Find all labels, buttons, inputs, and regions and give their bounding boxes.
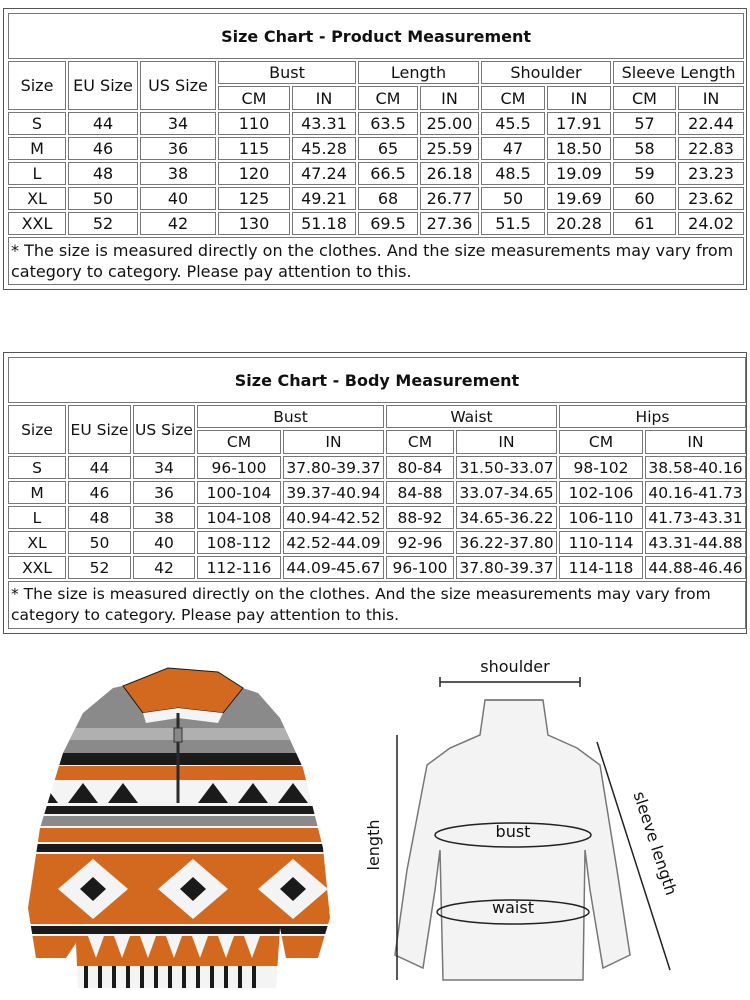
table-cell: 84-88 [386, 481, 454, 504]
unit-cm-header: CM [218, 86, 290, 110]
table-cell: 23.23 [678, 162, 744, 185]
table-cell: 112-116 [197, 556, 281, 579]
table-cell: 24.02 [678, 212, 744, 235]
table-cell: 48 [68, 162, 138, 185]
header-hips: Hips [559, 405, 746, 428]
product-measurement-table [6, 11, 746, 287]
unit-cm-header: CM [559, 430, 643, 454]
table-cell: 44.88-46.46 [645, 556, 746, 579]
unit-in-header: IN [420, 86, 479, 110]
header-eu-size: EU Size [68, 61, 138, 110]
table-cell: S [8, 112, 66, 135]
unit-in-header: IN [645, 430, 746, 454]
table-cell: 37.80-39.37 [456, 556, 557, 579]
table-cell: 120 [218, 162, 290, 185]
table-cell: 44 [68, 456, 131, 479]
table-cell: 114-118 [559, 556, 643, 579]
table-cell: 19.09 [547, 162, 611, 185]
waist-label: waist [492, 898, 534, 917]
table-cell: 44 [68, 112, 138, 135]
table-cell: 50 [68, 531, 131, 554]
table-cell: 36 [140, 137, 216, 160]
table-row [8, 112, 744, 135]
table-cell: 40.94-42.52 [283, 506, 384, 529]
unit-in-header: IN [292, 86, 356, 110]
table-cell: 36.22-37.80 [456, 531, 557, 554]
header-size: Size [8, 61, 66, 110]
table-cell: 63.5 [358, 112, 418, 135]
table-cell: 42 [140, 212, 216, 235]
table-cell: 50 [68, 187, 138, 210]
unit-cm-header: CM [386, 430, 454, 454]
table-cell: L [8, 162, 66, 185]
table-cell: 25.00 [420, 112, 479, 135]
table-row [8, 481, 746, 504]
table-cell: XXL [8, 556, 66, 579]
table-cell: 45.5 [481, 112, 545, 135]
table-cell: 47 [481, 137, 545, 160]
unit-in-header: IN [547, 86, 611, 110]
table-cell: 42 [133, 556, 195, 579]
table-cell: 26.18 [420, 162, 479, 185]
table-cell: 125 [218, 187, 290, 210]
table-cell: 20.28 [547, 212, 611, 235]
table-cell: 17.91 [547, 112, 611, 135]
length-label: length [364, 819, 383, 871]
table-cell: 40 [133, 531, 195, 554]
table-cell: 96-100 [386, 556, 454, 579]
table-cell: 31.50-33.07 [456, 456, 557, 479]
table-cell: 108-112 [197, 531, 281, 554]
table-cell: 88-92 [386, 506, 454, 529]
table-cell: 110-114 [559, 531, 643, 554]
table-cell: 49.21 [292, 187, 356, 210]
table-cell: 37.80-39.37 [283, 456, 384, 479]
table-row [8, 137, 744, 160]
header-us-size: US Size [140, 61, 216, 110]
header-bust: Bust [218, 61, 356, 84]
table-cell: 43.31 [292, 112, 356, 135]
sleeve-length-label: sleeve length [629, 789, 681, 898]
table-cell: 26.77 [420, 187, 479, 210]
table-cell: 45.28 [292, 137, 356, 160]
table-cell: M [8, 137, 66, 160]
table-row [8, 162, 744, 185]
table-cell: 22.83 [678, 137, 744, 160]
table-cell: 34 [133, 456, 195, 479]
table-cell: 38 [133, 506, 195, 529]
table-cell: 66.5 [358, 162, 418, 185]
unit-cm-header: CM [613, 86, 676, 110]
table-cell: 47.24 [292, 162, 356, 185]
table-cell: 42.52-44.09 [283, 531, 384, 554]
table-cell: 22.44 [678, 112, 744, 135]
table-cell: 58 [613, 137, 676, 160]
table-cell: 106-110 [559, 506, 643, 529]
table-cell: 23.62 [678, 187, 744, 210]
measurement-diagram [345, 650, 745, 995]
header-eu-size: EU Size [68, 405, 131, 454]
measurement-note: * The size is measured directly on the clothes. And the size measurements may vary from category to category. Please pay attention to this. [8, 237, 744, 285]
table-cell: 38 [140, 162, 216, 185]
table-cell: 38.58-40.16 [645, 456, 746, 479]
unit-in-header: IN [456, 430, 557, 454]
table-cell: 61 [613, 212, 676, 235]
product-illustrations [0, 650, 750, 1000]
table-cell: XL [8, 531, 66, 554]
table-row [8, 556, 746, 579]
product-size-chart [3, 8, 747, 290]
table-cell: 110 [218, 112, 290, 135]
table-row [8, 187, 744, 210]
table-cell: 98-102 [559, 456, 643, 479]
table-cell: 130 [218, 212, 290, 235]
table-cell: 80-84 [386, 456, 454, 479]
table-cell: 59 [613, 162, 676, 185]
table-cell: 50 [481, 187, 545, 210]
unit-in-header: IN [678, 86, 744, 110]
table-cell: 92-96 [386, 531, 454, 554]
chart-title: Size Chart - Product Measurement [8, 13, 744, 59]
table-cell: 36 [133, 481, 195, 504]
table-cell: 57 [613, 112, 676, 135]
table-cell: 41.73-43.31 [645, 506, 746, 529]
table-cell: 51.5 [481, 212, 545, 235]
bust-label: bust [495, 822, 531, 841]
table-cell: 68 [358, 187, 418, 210]
table-cell: 52 [68, 556, 131, 579]
header-shoulder: Shoulder [481, 61, 611, 84]
body-measurement-table [6, 355, 748, 631]
header-bust: Bust [197, 405, 384, 428]
shoulder-label: shoulder [480, 657, 550, 676]
table-row [8, 212, 744, 235]
table-cell: 27.36 [420, 212, 479, 235]
table-cell: 65 [358, 137, 418, 160]
unit-cm-header: CM [481, 86, 545, 110]
chart-title: Size Chart - Body Measurement [8, 357, 746, 403]
table-cell: L [8, 506, 66, 529]
table-cell: 34.65-36.22 [456, 506, 557, 529]
table-cell: 102-106 [559, 481, 643, 504]
measurement-note: * The size is measured directly on the clothes. And the size measurements may vary from category to category. Please pay attention to this. [8, 581, 746, 629]
sweater-product-image [18, 658, 338, 993]
header-sleeve-length: Sleeve Length [613, 61, 744, 84]
table-cell: 52 [68, 212, 138, 235]
table-cell: 51.18 [292, 212, 356, 235]
table-cell: 96-100 [197, 456, 281, 479]
table-cell: 115 [218, 137, 290, 160]
table-cell: 60 [613, 187, 676, 210]
table-cell: 34 [140, 112, 216, 135]
table-cell: 33.07-34.65 [456, 481, 557, 504]
unit-in-header: IN [283, 430, 384, 454]
table-cell: 48 [68, 506, 131, 529]
header-us-size: US Size [133, 405, 195, 454]
table-cell: 43.31-44.88 [645, 531, 746, 554]
table-cell: S [8, 456, 66, 479]
table-cell: 40 [140, 187, 216, 210]
table-row [8, 456, 746, 479]
table-row [8, 531, 746, 554]
table-cell: 25.59 [420, 137, 479, 160]
table-cell: M [8, 481, 66, 504]
table-cell: 46 [68, 481, 131, 504]
table-cell: XL [8, 187, 66, 210]
table-cell: 100-104 [197, 481, 281, 504]
unit-cm-header: CM [358, 86, 418, 110]
table-cell: 40.16-41.73 [645, 481, 746, 504]
table-row [8, 506, 746, 529]
header-size: Size [8, 405, 66, 454]
table-cell: 46 [68, 137, 138, 160]
table-cell: 48.5 [481, 162, 545, 185]
table-cell: 69.5 [358, 212, 418, 235]
header-length: Length [358, 61, 479, 84]
table-cell: 18.50 [547, 137, 611, 160]
table-cell: 104-108 [197, 506, 281, 529]
table-cell: XXL [8, 212, 66, 235]
unit-cm-header: CM [197, 430, 281, 454]
table-cell: 19.69 [547, 187, 611, 210]
table-cell: 44.09-45.67 [283, 556, 384, 579]
header-waist: Waist [386, 405, 557, 428]
table-cell: 39.37-40.94 [283, 481, 384, 504]
body-size-chart [3, 352, 747, 634]
